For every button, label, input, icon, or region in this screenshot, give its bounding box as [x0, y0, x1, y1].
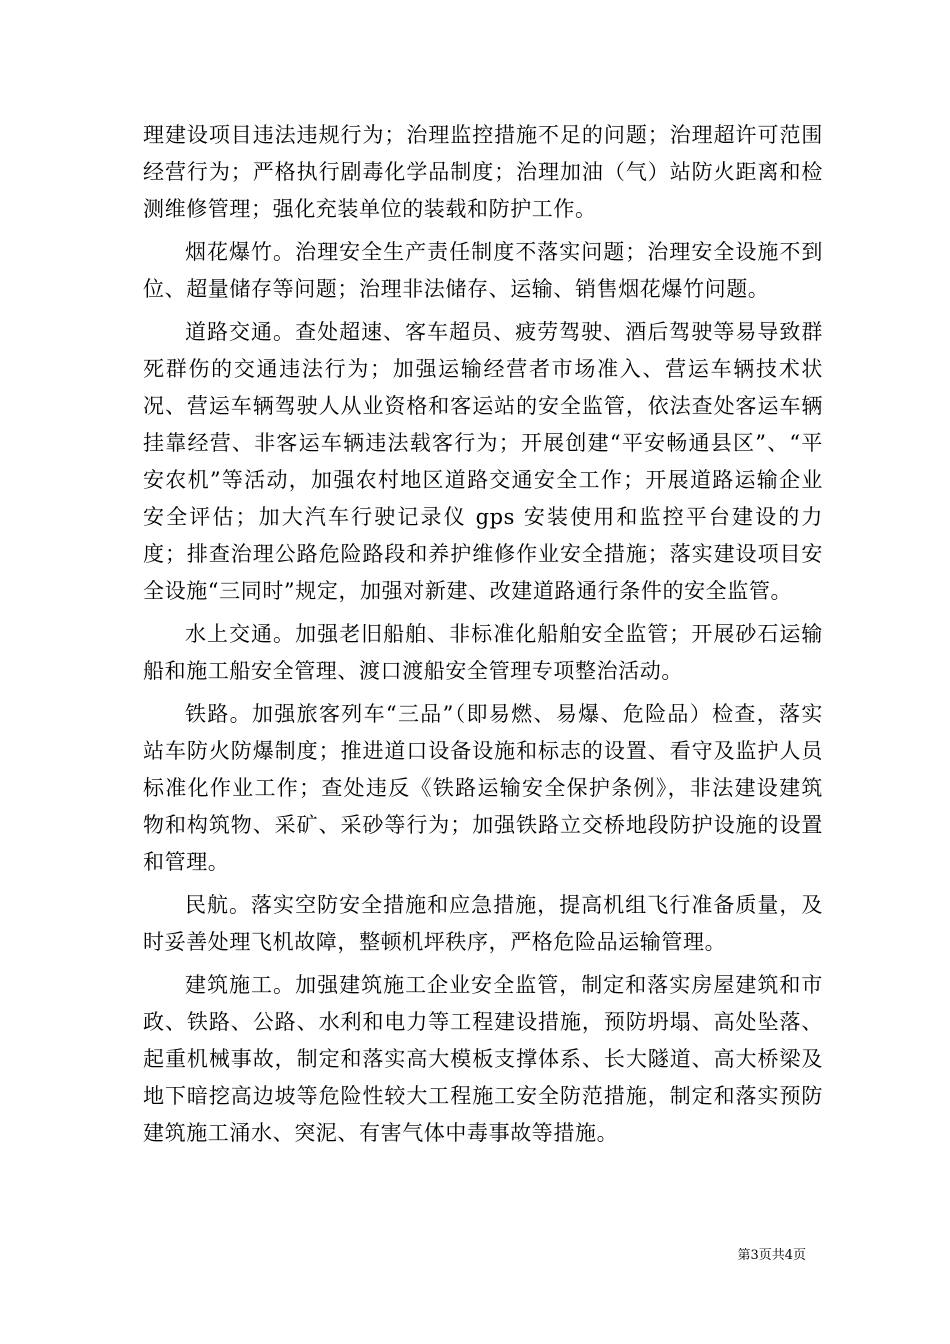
paragraph-road-traffic: 道路交通。查处超速、客车超员、疲劳驾驶、酒后驾驶等易导致群死群伤的交通违法行为；加强运输经营者市场准入、营运车辆技术状况、营运车辆驾驶人从业资格和客运站的安全监管，依法查处客运车辆挂靠经营、非客运车辆违法载客行为；开展创建“平安畅通县区”、“平安农机”等活动，加强农村地区道路交通安全工作；开展道路运输企业安全评估；加大汽车行驶记录仪 gps 安装使用和监控平台建设的力度；排查治理公路危险路段和养护维修作业安全措施；落实建设项目安全设施“三同时”规定，加强对新建、改建道路通行条件的安全监管。: [143, 320, 823, 603]
paragraph-civil-aviation: 民航。落实空防安全措施和应急措施，提高机组飞行准备质量，及时妥善处理飞机故障，整顿机坪秩序，严格危险品运输管理。: [143, 893, 823, 954]
paragraph-water-traffic: 水上交通。加强老旧船舶、非标准化船舶安全监管；开展砂石运输船和施工船安全管理、渡口渡船安全管理专项整治活动。: [143, 622, 823, 683]
document-body: [143, 117, 823, 1158]
paragraph-railway: 铁路。加强旅客列车“三品”（即易燃、易爆、危险品）检查，落实站车防火防爆制度；推进道口设备设施和标志的设置、看守及监护人员标准化作业工作；查处违反《铁路运输安全保护条例》，非法建设建筑物和构筑物、采矿、采砂等行为；加强铁路立交桥地段防护设施的设置和管理。: [143, 702, 823, 874]
paragraph-fireworks: 烟花爆竹。治理安全生产责任制度不落实问题；治理安全设施不到位、超量储存等问题；治理非法储存、运输、销售烟花爆竹问题。: [143, 240, 823, 301]
page-footer: [0, 1247, 806, 1265]
paragraph-construction: 建筑施工。加强建筑施工企业安全监管，制定和落实房屋建筑和市政、铁路、公路、水利和电力等工程建设措施，预防坍塌、高处坠落、起重机械事故，制定和落实高大模板支撑体系、长大隧道、高大桥梁及地下暗挖高边坡等危险性较大工程施工安全防范措施，制定和落实预防建筑施工涌水、突泥、有害气体中毒事故等措施。: [143, 973, 823, 1145]
page-number: 第3页共4页: [737, 1248, 806, 1263]
paragraph-continuation: 理建设项目违法违规行为；治理监控措施不足的问题；治理超许可范围经营行为；严格执行剧毒化学品制度；治理加油（气）站防火距离和检测维修管理；强化充装单位的装载和防护工作。: [143, 123, 823, 221]
